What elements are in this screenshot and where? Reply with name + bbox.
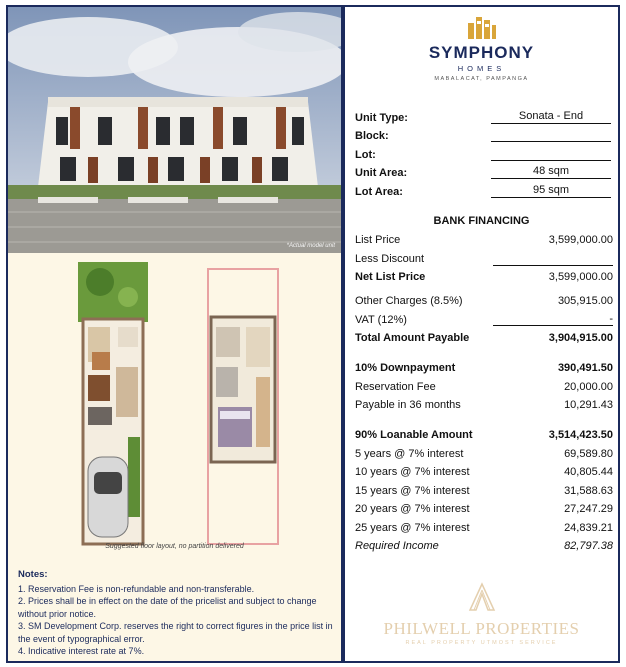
payable-row	[355, 396, 613, 415]
row-label: 15 years @ 7% interest	[355, 484, 470, 497]
row-value: 3,599,000.00	[548, 234, 613, 247]
note-item: 4. Indicative interest rate at 7%.	[18, 646, 145, 656]
brand-name: SYMPHONY	[428, 43, 535, 62]
row-label: Net List Price	[355, 271, 426, 284]
row-label: Reservation Fee	[355, 380, 436, 393]
symphony-logo	[345, 15, 618, 82]
floor-plans	[8, 257, 341, 557]
brand-location: MABALACAT, PAMPANGA	[434, 76, 529, 82]
row-value: 3,599,000.00	[548, 271, 613, 284]
required-income-row	[355, 537, 613, 556]
photo-caption: *Actual model unit	[286, 243, 335, 249]
notes-title: Notes:	[18, 569, 48, 580]
brand-sub: HOMES	[457, 64, 506, 73]
loanable-row	[355, 426, 613, 445]
row-value: 40,805.44	[564, 466, 613, 479]
row-label: Less Discount	[355, 252, 425, 265]
loan-table	[355, 426, 613, 556]
row-label: 20 years @ 7% interest	[355, 503, 470, 516]
downpayment-row	[355, 359, 613, 378]
list-price-row	[355, 231, 613, 250]
row-label: List Price	[355, 234, 401, 247]
row-label: 5 years @ 7% interest	[355, 447, 464, 460]
row-value: 305,915.00	[557, 295, 613, 308]
row-value: 3,514,423.50	[548, 429, 613, 442]
plan-caption: Suggested floor layout, no partition delivered	[105, 543, 244, 550]
row-label: 90% Loanable Amount	[355, 429, 473, 442]
unit-info	[355, 105, 617, 198]
info-value: 95 sqm	[491, 182, 611, 198]
row-value	[493, 252, 613, 266]
row-value: 27,247.29	[564, 503, 613, 516]
row-value: 10,291.43	[564, 399, 613, 412]
info-label: Lot:	[355, 148, 376, 161]
unit-area-row	[355, 161, 617, 180]
lot-row	[355, 142, 617, 161]
row-value: 3,904,915.00	[548, 332, 613, 345]
bank-financing-title: BANK FINANCING	[433, 215, 530, 227]
row-label: 10% Downpayment	[355, 362, 456, 375]
row-label: Total Amount Payable	[355, 332, 470, 345]
row-value: 69,589.80	[564, 447, 613, 460]
note-item: 2. Prices shall be in effect on the date of the pricelist and subject to change without prior notice.	[18, 596, 317, 619]
lot-area-row	[355, 179, 617, 198]
philwell-watermark	[345, 582, 618, 646]
note-item: 3. SM Development Corp. reserves the right to correct figures in the price list in the event of typographical error.	[18, 621, 333, 644]
price-table	[355, 231, 613, 287]
philwell-logo-icon	[464, 582, 500, 612]
notes	[18, 569, 338, 658]
model-unit-photo	[8, 7, 341, 253]
info-value	[491, 145, 611, 161]
building-logo-icon	[466, 15, 498, 39]
term-row	[355, 482, 613, 501]
net-list-price-row	[355, 268, 613, 287]
other-charges-row	[355, 292, 613, 311]
right-panel	[345, 7, 618, 661]
info-label: Lot Area:	[355, 185, 403, 198]
term-row	[355, 519, 613, 538]
info-value: Sonata - End	[491, 108, 611, 124]
row-label: VAT (12%)	[355, 313, 407, 326]
charges-table	[355, 292, 613, 348]
row-label: Required Income	[355, 540, 439, 553]
watermark-title: PHILWELL PROPERTIES	[383, 619, 580, 638]
note-item: 1. Reservation Fee is non-refundable and non-transferable.	[18, 583, 255, 594]
second-floor-plan	[208, 269, 278, 544]
row-value: 390,491.50	[557, 362, 613, 375]
reservation-fee-row	[355, 378, 613, 397]
row-value: 31,588.63	[564, 484, 613, 497]
vat-row	[355, 311, 613, 330]
row-value: 24,839.21	[564, 521, 613, 534]
term-row	[355, 463, 613, 482]
ground-floor-plan	[78, 262, 148, 544]
info-value: 48 sqm	[491, 163, 611, 179]
row-label: 10 years @ 7% interest	[355, 466, 470, 479]
info-label: Block:	[355, 130, 389, 142]
info-label: Unit Area:	[355, 167, 408, 179]
left-panel	[8, 7, 341, 661]
unit-type-row	[355, 105, 617, 124]
term-row	[355, 500, 613, 519]
less-discount-row	[355, 250, 613, 269]
row-value: -	[493, 313, 613, 326]
row-value: 20,000.00	[564, 380, 613, 393]
watermark-sub: REAL PROPERTY UTMOST SERVICE	[405, 640, 558, 646]
info-label: Unit Type:	[355, 111, 408, 124]
row-label: Payable in 36 months	[355, 399, 461, 412]
info-value	[491, 126, 611, 142]
row-label: Other Charges (8.5%)	[355, 295, 463, 308]
block-row	[355, 124, 617, 143]
row-label: 25 years @ 7% interest	[355, 521, 470, 534]
row-value: 82,797.38	[564, 540, 613, 553]
downpayment-table	[355, 359, 613, 415]
total-row	[355, 329, 613, 348]
term-row	[355, 445, 613, 464]
